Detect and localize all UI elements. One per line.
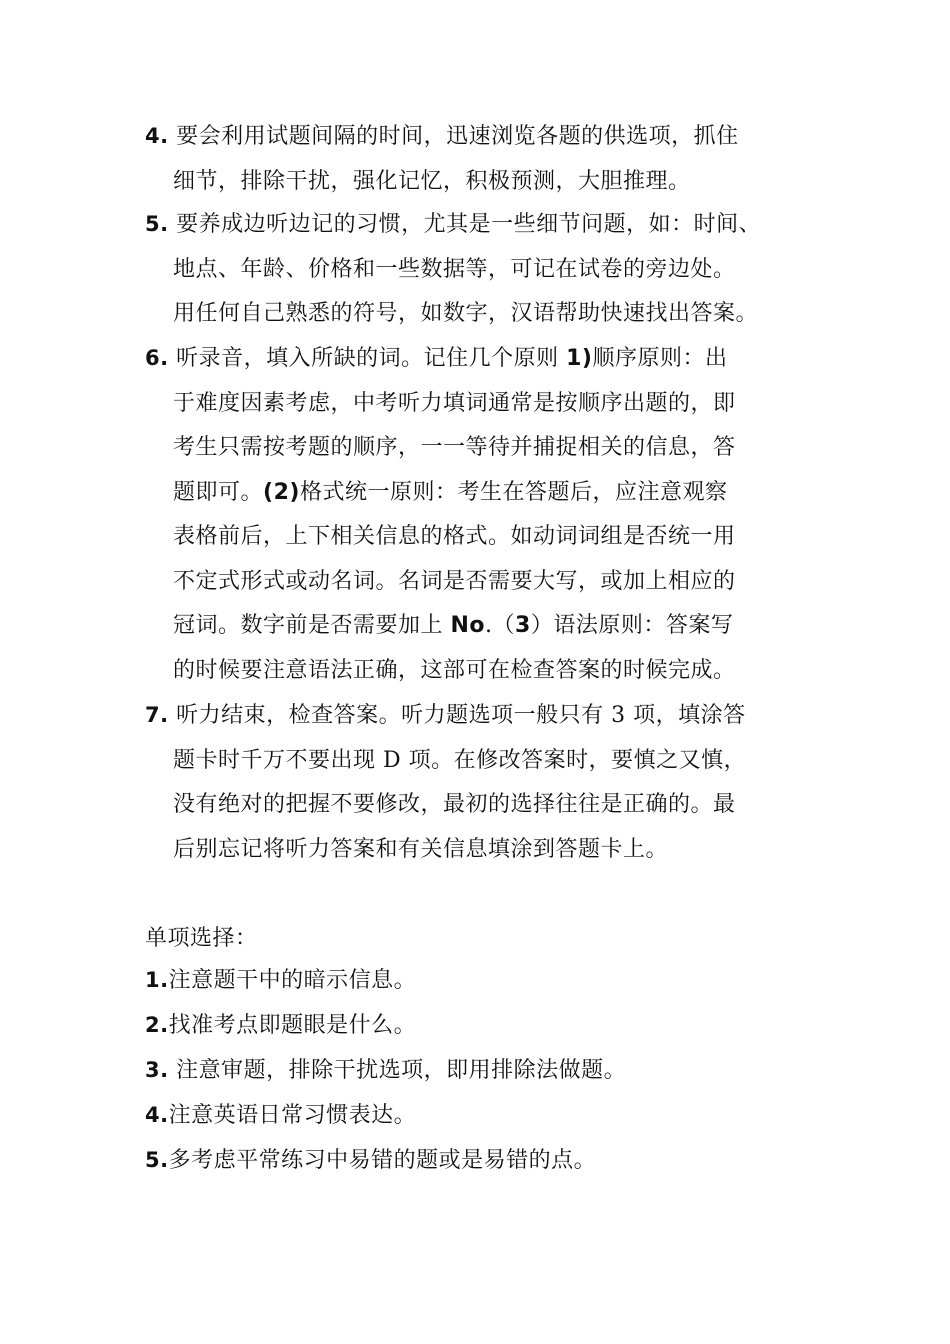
tip-text: 顺序原则：出 <box>592 346 728 371</box>
tip-line: 后别忘记将听力答案和有关信息填涂到答题卡上。 <box>173 836 669 862</box>
tip-line <box>145 693 825 739</box>
section-heading-single-choice: 单项选择： <box>145 926 258 951</box>
tip-line: 于难度因素考虑，中考听力填词通常是按顺序出题的，即 <box>173 390 736 416</box>
single-choice-item-3 <box>145 1048 626 1093</box>
tip-line: 地点、年龄、价格和一些数据等，可记在试卷的旁边处。 <box>173 256 736 282</box>
tip-text: 要会利用试题间隔的时间，迅速浏览各题的供选项，抓住 <box>168 124 739 149</box>
tip-number: 4. <box>145 124 169 148</box>
tip-text: 听录音，填入所缺的词。记住几个原则 <box>168 346 567 371</box>
tip-line: 的时候要注意语法正确，这部可在检查答案的时候完成。 <box>173 657 736 683</box>
tip-text: .（ <box>485 613 516 638</box>
item-number: 4. <box>145 1103 169 1127</box>
tip-number: 7. <box>145 703 169 727</box>
tip-line <box>145 604 825 649</box>
tip-line: 考生只需按考题的顺序，一一等待并捕捉相关的信息，答 <box>173 435 736 460</box>
tip-line: 没有绝对的把握不要修改，最初的选择往往是正确的。最 <box>173 792 736 817</box>
tip-text: 冠词。数字前是否需要加上 <box>173 613 451 638</box>
listening-tip-6 <box>145 336 825 693</box>
item-number: 3. <box>145 1058 169 1082</box>
tip-line: 用任何自己熟悉的符号，如数字，汉语帮助快速找出答案。 <box>173 301 759 326</box>
single-choice-item-5 <box>145 1138 596 1183</box>
listening-tip-4 <box>145 114 825 204</box>
tip-text: 题即可。 <box>173 479 264 505</box>
tip-line: 细节，排除干扰，强化记忆，积极预测，大胆推理。 <box>173 168 691 194</box>
tip-line: 不定式形式或动名词。名词是否需要大写，或加上相应的 <box>173 568 736 594</box>
item-text: 注意审题，排除干扰选项，即用排除法做题。 <box>168 1058 627 1083</box>
tip-line: 题卡时千万不要出现 D 项。在修改答案时，要慎之又慎， <box>173 747 747 773</box>
tip-text: 听力结束，检查答案。听力题选项一般只有 3 项，填涂答 <box>168 703 746 728</box>
tip-text: 格式统一原则：考生在答题后，应注意观察 <box>299 479 728 505</box>
tip-number: 6. <box>145 346 169 370</box>
item-text: 注意题干中的暗示信息。 <box>168 968 417 993</box>
tip-text: 要养成边听边记的习惯，尤其是一些细节问题，如：时间、 <box>168 212 762 237</box>
listening-tip-7 <box>145 693 825 872</box>
tip-line <box>145 336 825 382</box>
single-choice-item-1 <box>145 958 416 1003</box>
tip-bold-marker: 3 <box>515 613 531 638</box>
single-choice-item-4 <box>145 1093 416 1138</box>
item-text: 注意英语日常习惯表达。 <box>168 1103 417 1128</box>
tip-line <box>145 114 825 160</box>
tip-number: 5. <box>145 212 169 236</box>
tip-line <box>145 471 825 516</box>
tip-line <box>145 202 825 248</box>
item-text: 找准考点即题眼是什么。 <box>168 1013 417 1038</box>
tip-line: 表格前后，上下相关信息的格式。如动词词组是否统一用 <box>173 524 736 549</box>
tip-bold-marker: 1) <box>566 346 593 371</box>
item-number: 5. <box>145 1148 169 1172</box>
tip-bold-marker: (2) <box>263 479 300 505</box>
tip-bold-marker: No <box>450 613 486 638</box>
single-choice-item-2 <box>145 1003 416 1048</box>
item-number: 2. <box>145 1013 169 1037</box>
item-number: 1. <box>145 968 169 992</box>
item-text: 多考虑平常练习中易错的题或是易错的点。 <box>168 1148 597 1173</box>
listening-tip-5 <box>145 202 825 337</box>
tip-text: ）语法原则：答案写 <box>530 613 734 638</box>
